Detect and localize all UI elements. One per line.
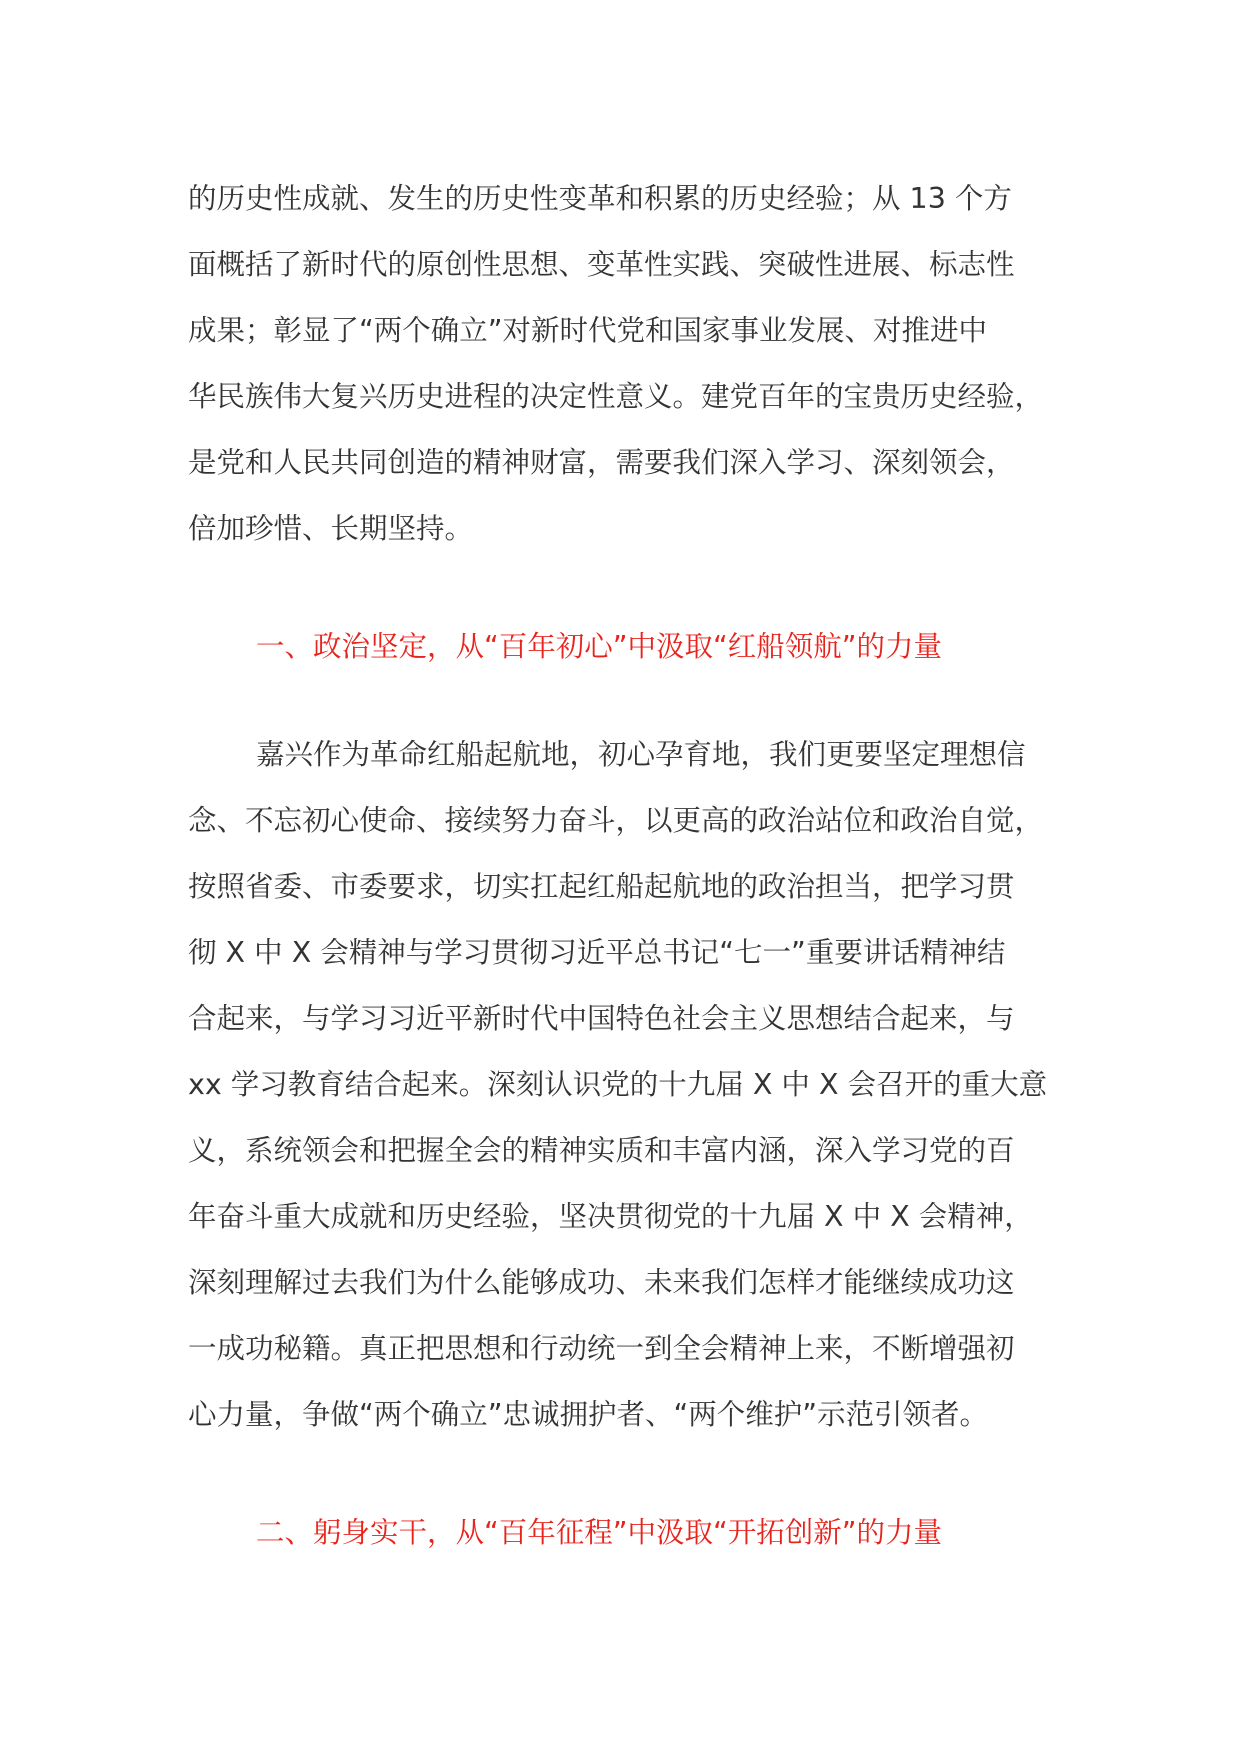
paragraph-line: 义，系统领会和把握全会的精神实质和丰富内涵，深入学习党的百 [188, 1134, 1015, 1167]
paragraph-line: 面概括了新时代的原创性思想、变革性实践、突破性进展、标志性 [188, 248, 1015, 281]
paragraph-line: 是党和人民共同创造的精神财富，需要我们深入学习、深刻领会， [188, 446, 1015, 479]
paragraph-line: 成果；彰显了“两个确立”对新时代党和国家事业发展、对推进中 [188, 314, 988, 347]
paragraph-line: 深刻理解过去我们为什么能够成功、未来我们怎样才能继续成功这 [188, 1266, 1015, 1299]
paragraph-line: 按照省委、市委要求，切实扛起红船起航地的政治担当，把学习贯 [188, 870, 1015, 903]
paragraph-line: 嘉兴作为革命红船起航地，初心孕育地，我们更要坚定理想信 [256, 738, 1026, 771]
section-heading: 二、躬身实干，从“百年征程”中汲取“开拓创新”的力量 [256, 1516, 943, 1549]
paragraph-line: 合起来，与学习习近平新时代中国特色社会主义思想结合起来，与 [188, 1002, 1015, 1035]
paragraph-line: 一成功秘籍。真正把思想和行动统一到全会精神上来，不断增强初 [188, 1332, 1015, 1365]
paragraph [188, 166, 1064, 562]
paragraph-line: 年奋斗重大成就和历史经验，坚决贯彻党的十九届 X 中 X 会精神， [188, 1200, 1033, 1233]
paragraph-line: 念、不忘初心使命、接续努力奋斗，以更高的政治站位和政治自觉， [188, 804, 1044, 837]
section-heading: 一、政治坚定，从“百年初心”中汲取“红船领航”的力量 [256, 630, 943, 663]
paragraph-line: 的历史性成就、发生的历史性变革和积累的历史经验；从 13 个方 [188, 182, 1012, 215]
paragraph-line: 心力量，争做“两个确立”忠诚拥护者、“两个维护”示范引领者。 [188, 1398, 989, 1431]
paragraph-line: 倍加珍惜、长期坚持。 [188, 512, 474, 545]
paragraph-line: xx 学习教育结合起来。深刻认识党的十九届 X 中 X 会召开的重大意 [188, 1068, 1048, 1101]
paragraph-line: 彻 X 中 X 会精神与学习贯彻习近平总书记“七一”重要讲话精神结 [188, 936, 1006, 969]
paragraph-line: 华民族伟大复兴历史进程的决定性意义。建党百年的宝贵历史经验， [188, 380, 1044, 413]
paragraph [188, 722, 1064, 1448]
document-body [188, 166, 1064, 1566]
